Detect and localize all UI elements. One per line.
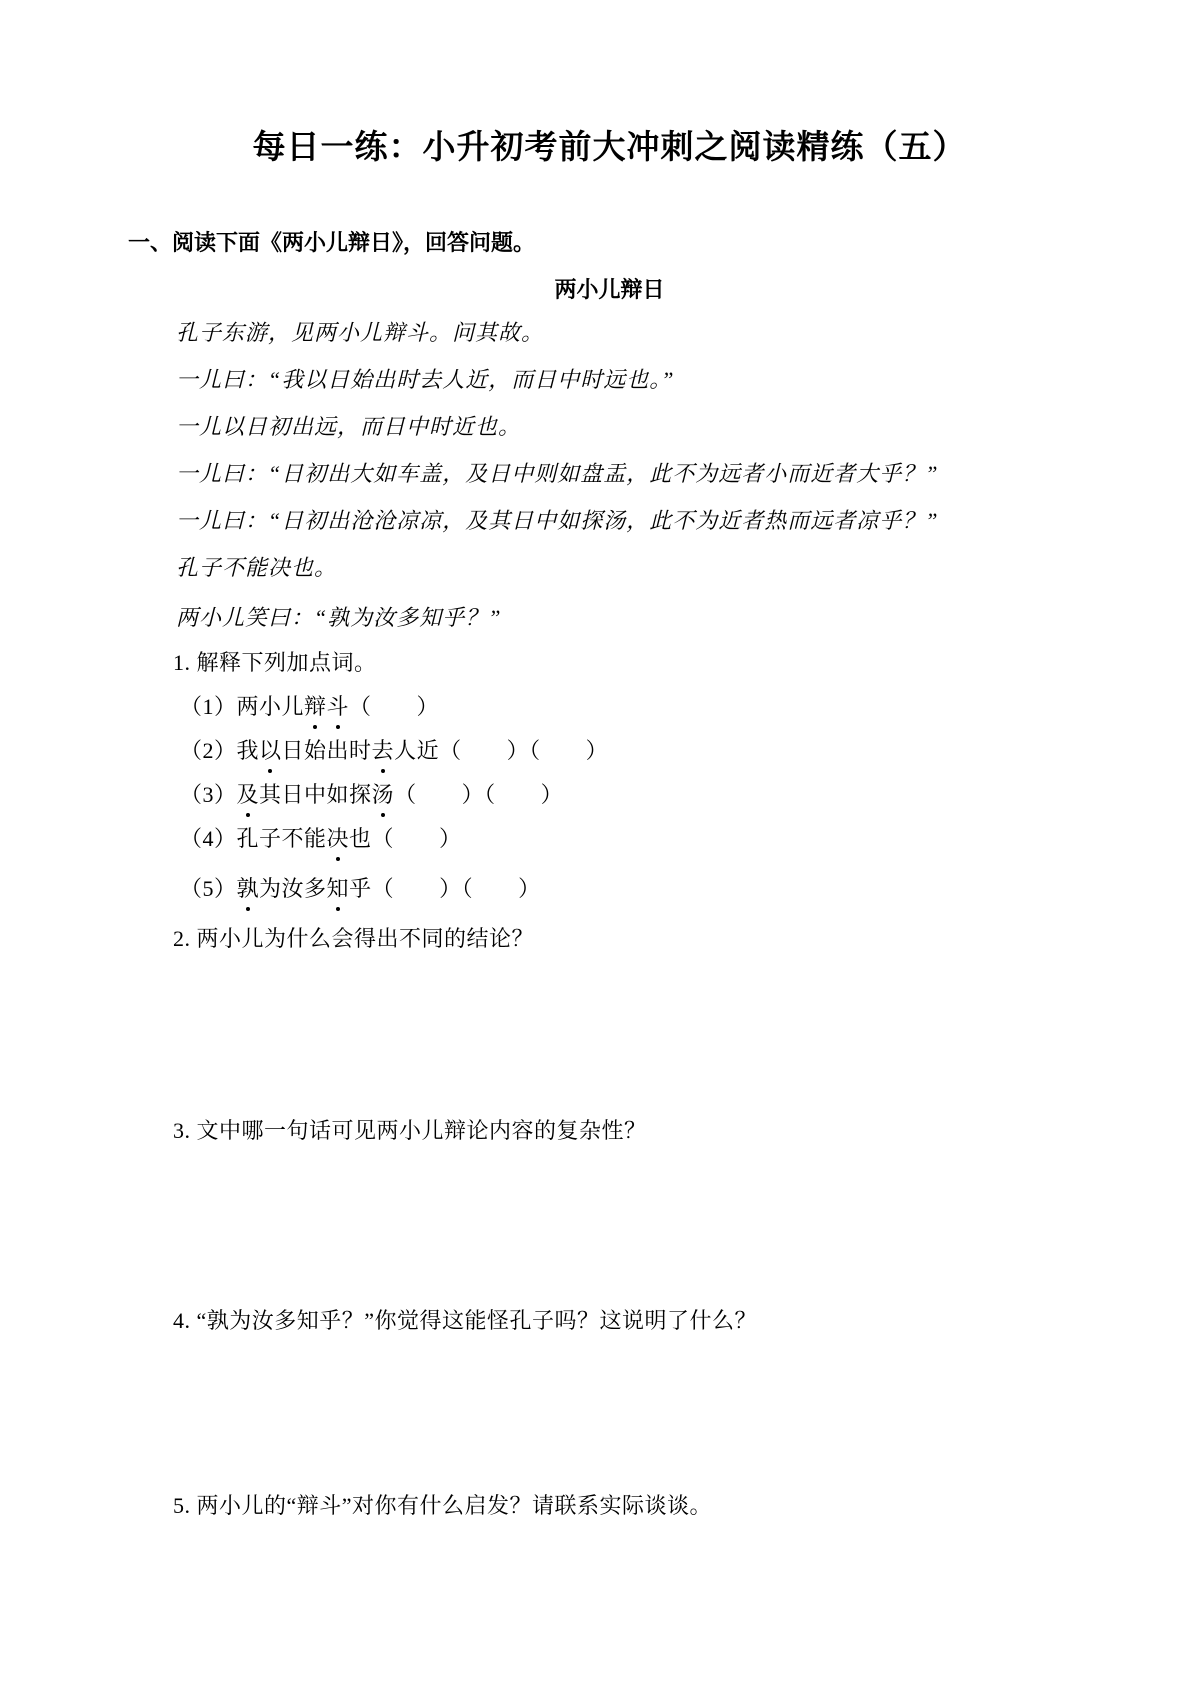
question-1-item-4: （4）孔子不能决也（ ） — [180, 823, 1091, 855]
question-4: 4. “孰为汝多知乎？”你觉得这能怪孔子吗？这说明了什么？ — [173, 1308, 758, 1333]
question-1-item-5: （5）孰为汝多知乎（ ）（ ） — [180, 873, 1091, 905]
passage-line-1: 孔子东游，见两小儿辩斗。问其故。 — [176, 320, 545, 345]
question-1-item-1: （1）两小儿辩斗（ ） — [180, 691, 1091, 723]
emphasized-char: 去 — [372, 735, 395, 767]
passage-line-4: 一儿曰：“日初出大如车盖，及日中则如盘盂，此不为远者小而近者大乎？” — [176, 461, 939, 486]
question-2: 2. 两小儿为什么会得出不同的结论？ — [173, 926, 535, 951]
passage-line-3: 一儿以日初出远，而日中时近也。 — [176, 414, 522, 439]
emphasized-char: 决 — [327, 823, 350, 855]
emphasized-char: 辩 — [304, 691, 327, 723]
question-5: 5. 两小儿的“辩斗”对你有什么启发？请联系实际谈谈。 — [173, 1493, 713, 1518]
emphasized-char: 汤 — [372, 779, 395, 811]
section-one-heading: 一、阅读下面《两小儿辩日》，回答问题。 — [128, 230, 536, 255]
question-1-item-2: （2）我以日始出时去人近（ ）（ ） — [180, 735, 1091, 767]
question-1-item-3: （3）及其日中如探汤（ ）（ ） — [180, 779, 1091, 811]
emphasized-char: 知 — [327, 873, 350, 905]
passage-line-6: 孔子不能决也。 — [176, 555, 338, 580]
emphasized-char: 及 — [237, 779, 260, 811]
emphasized-char: 孰 — [237, 873, 260, 905]
emphasized-char: 斗 — [327, 691, 350, 723]
document-title: 每日一练：小升初考前大冲刺之阅读精练（五） — [252, 128, 967, 165]
passage-title: 两小儿辩日 — [554, 277, 665, 302]
question-3: 3. 文中哪一句话可见两小儿辩论内容的复杂性？ — [173, 1118, 647, 1143]
question-1-label: 1. 解释下列加点词。 — [173, 650, 377, 675]
passage-line-5: 一儿曰：“日初出沧沧凉凉，及其日中如探汤，此不为近者热而远者凉乎？” — [176, 508, 939, 533]
passage-line-2: 一儿曰：“我以日始出时去人近，而日中时远也。” — [176, 367, 675, 392]
emphasized-char: 以 — [259, 735, 282, 767]
passage-line-7: 两小儿笑曰：“孰为汝多知乎？” — [176, 605, 502, 630]
